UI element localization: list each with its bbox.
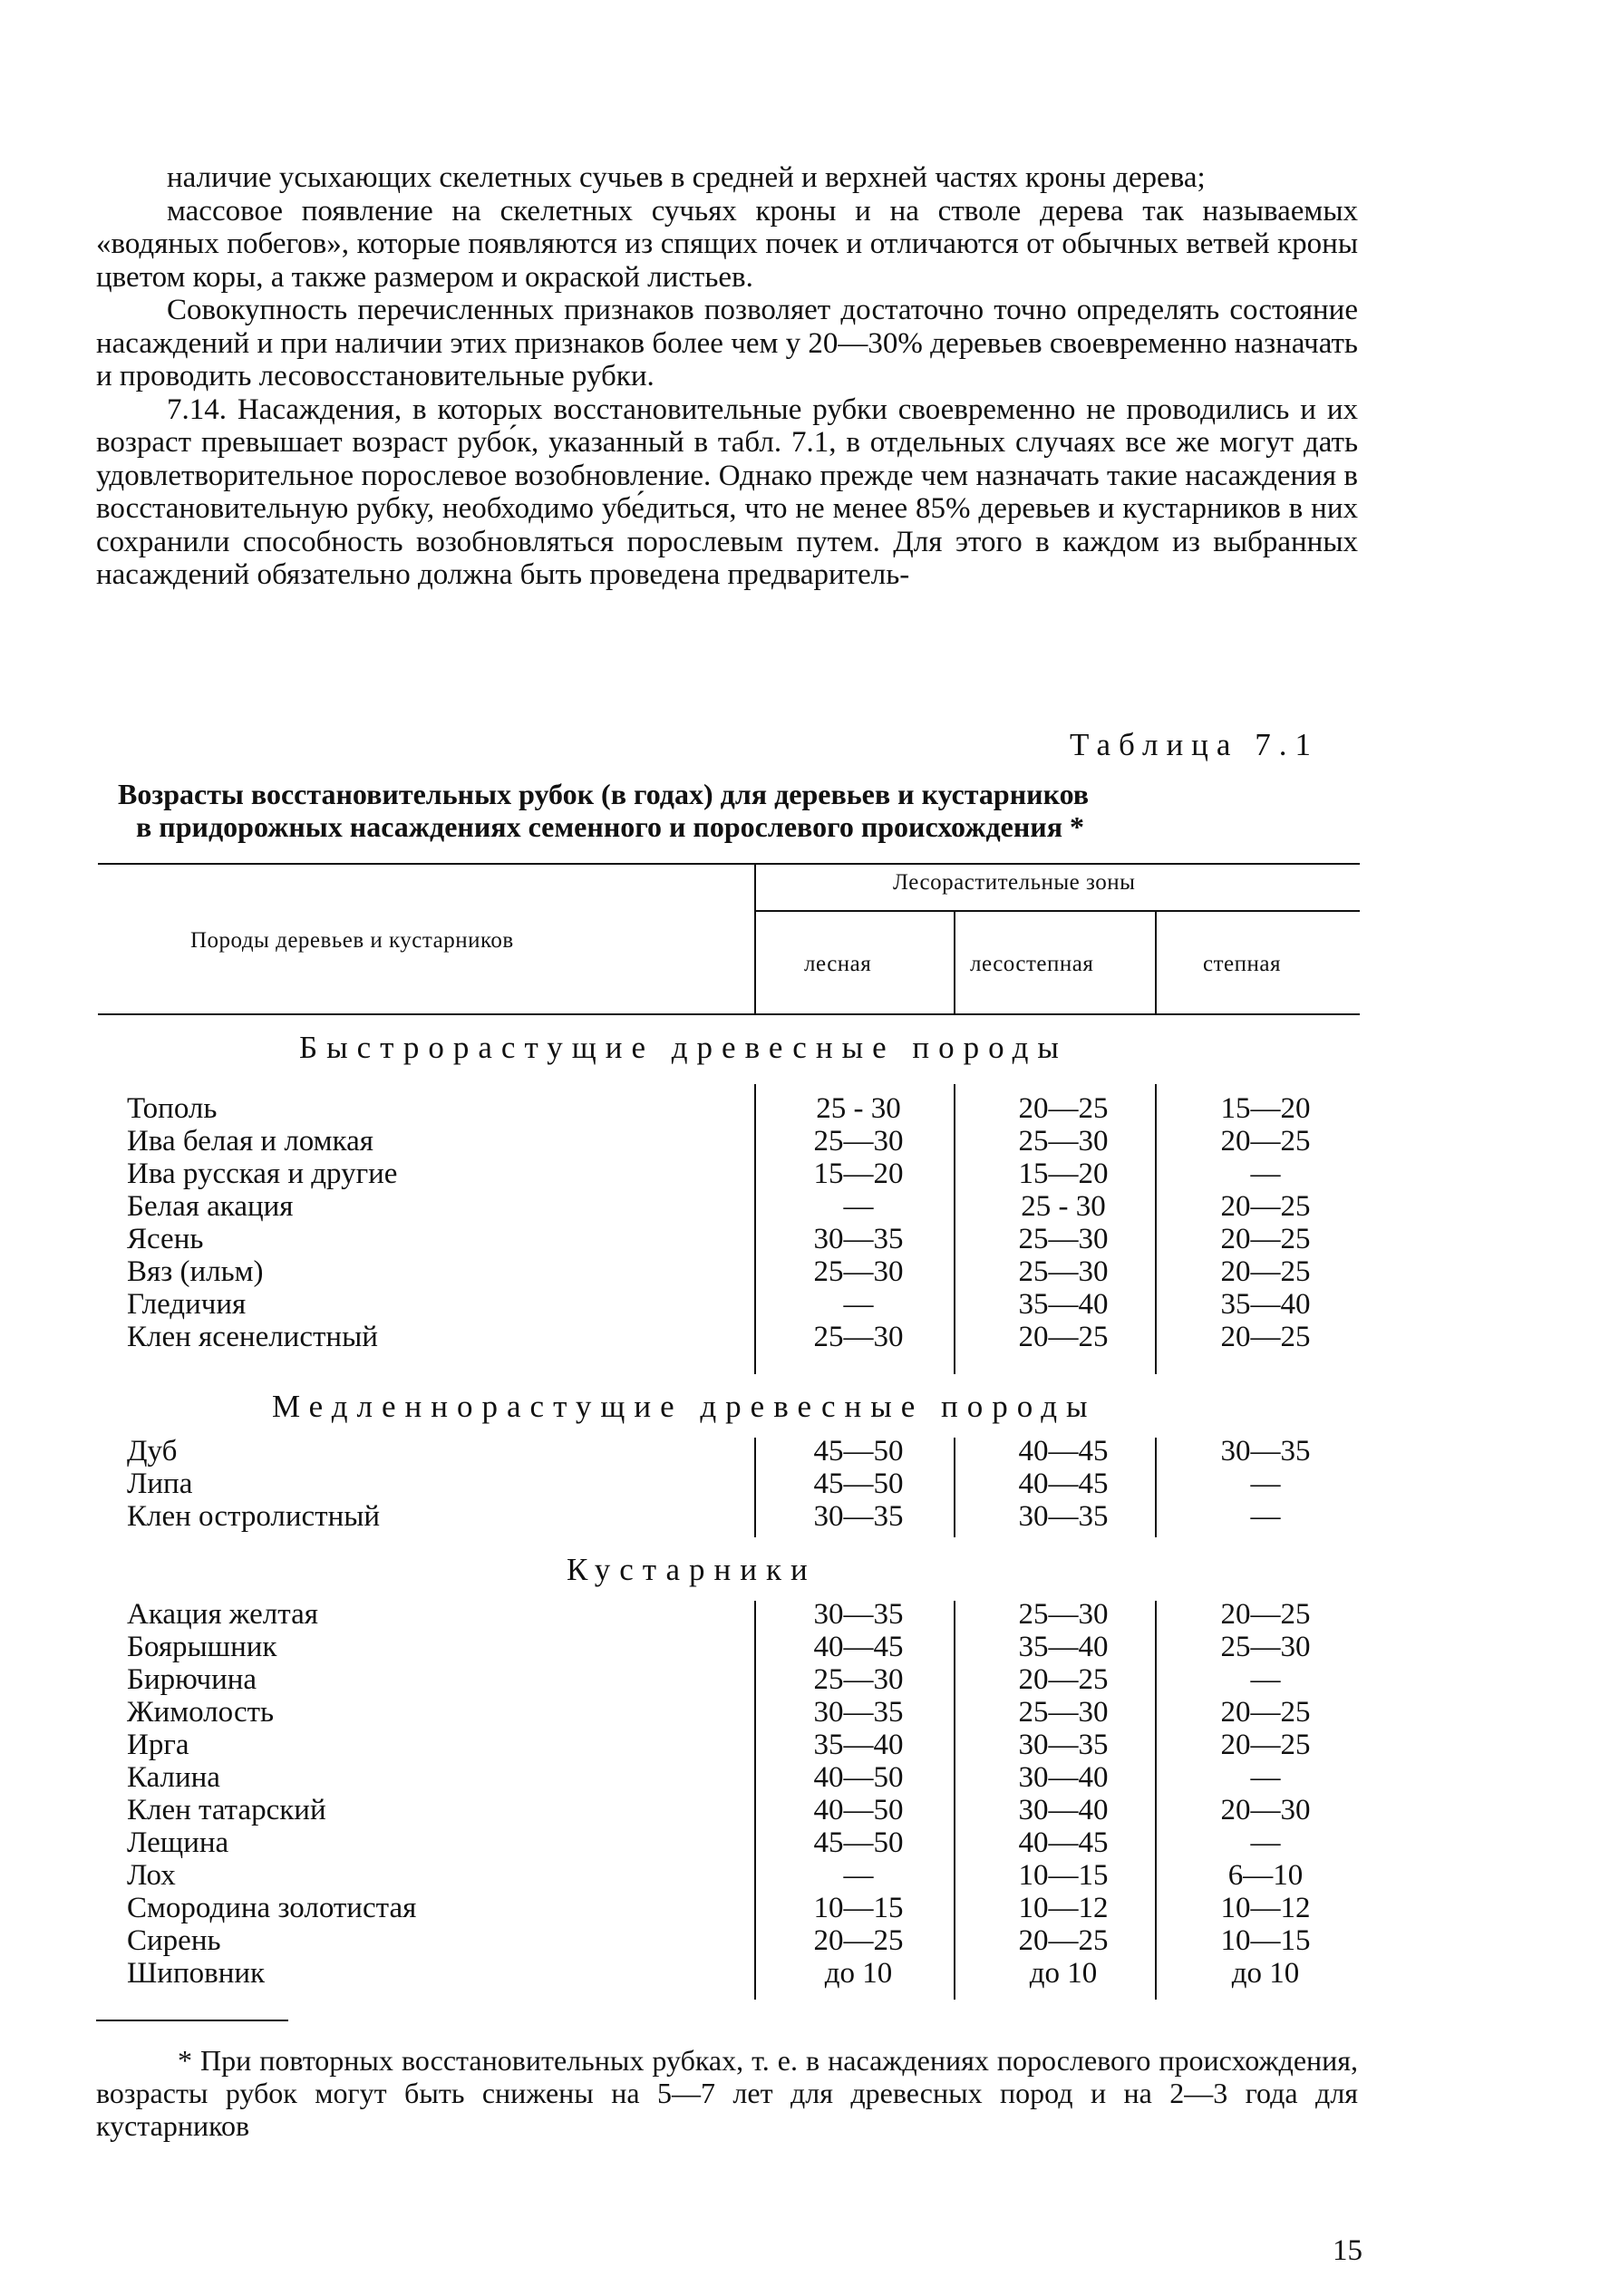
intro-paragraph: Совокупность перечисленных признаков позволяет достаточно точно определять состояние насаждений и при наличии этих признаков более чем у 20—30% деревьев своевременно назначать и проводить лесовосстановительные рубки.: [96, 294, 1358, 392]
value-forest: —: [843, 1288, 874, 1321]
value-steppe: —: [1250, 1158, 1281, 1190]
value-steppe: 25—30: [1220, 1631, 1311, 1663]
value-forest-steppe: 25—30: [1018, 1125, 1109, 1158]
value-forest-steppe: 20—25: [1018, 1663, 1109, 1696]
value-steppe: 20—25: [1220, 1190, 1311, 1223]
table-number: Таблица 7.1: [1070, 727, 1319, 762]
value-forest-steppe: 40—45: [1018, 1435, 1109, 1468]
header-bottom-rule: [98, 1013, 1360, 1015]
column-divider: [754, 1601, 756, 2000]
value-forest-steppe: 35—40: [1018, 1631, 1109, 1663]
value-steppe: —: [1250, 1663, 1281, 1696]
value-steppe: 20—30: [1220, 1794, 1311, 1826]
species-name: Клен остролистный: [127, 1500, 381, 1533]
value-steppe: 20—25: [1220, 1321, 1311, 1353]
value-forest-steppe: 15—20: [1018, 1158, 1109, 1190]
value-forest: 25—30: [813, 1125, 904, 1158]
value-forest: —: [843, 1859, 874, 1892]
value-steppe: 15—20: [1220, 1092, 1311, 1125]
value-forest-steppe: 10—12: [1018, 1892, 1109, 1924]
value-forest-steppe: 20—25: [1018, 1321, 1109, 1353]
column-divider: [1155, 1438, 1157, 1537]
value-steppe: 20—25: [1220, 1125, 1311, 1158]
header-zones: Лесорастительные зоны: [893, 870, 1136, 895]
value-steppe: 20—25: [1220, 1729, 1311, 1761]
value-forest: 25—30: [813, 1663, 904, 1696]
footnote: [96, 2044, 1358, 2142]
value-forest-steppe: 40—45: [1018, 1826, 1109, 1859]
header-col-steppe: степная: [1203, 952, 1281, 976]
value-steppe: 10—12: [1220, 1892, 1311, 1924]
footnote-text: * При повторных восстановительных рубках, т. е. в насаждениях порослевого происхождения, возрасты рубок могут быть снижены на 5—7 лет для древесных пород и на 2—3 года для кустарников: [96, 2044, 1358, 2142]
header-species: Породы деревьев и кустарников: [190, 928, 514, 953]
value-forest: 45—50: [813, 1435, 904, 1468]
species-name: Лох: [127, 1859, 176, 1892]
column-divider: [954, 1601, 955, 2000]
value-forest-steppe: 30—40: [1018, 1761, 1109, 1794]
value-forest: до 10: [824, 1957, 893, 1990]
value-forest-steppe: 10—15: [1018, 1859, 1109, 1892]
value-forest-steppe: 25—30: [1018, 1255, 1109, 1288]
value-steppe: —: [1250, 1761, 1281, 1794]
value-forest-steppe: 20—25: [1018, 1924, 1109, 1957]
species-name: Липа: [127, 1468, 193, 1500]
value-forest: 40—50: [813, 1761, 904, 1794]
value-forest: 30—35: [813, 1598, 904, 1631]
species-name: Бирючина: [127, 1663, 257, 1696]
intro-paragraph: наличие усыхающих скелетных сучьев в средней и верхней частях кроны дерева;: [167, 161, 1206, 194]
header-col-forest-steppe: лесостепная: [970, 952, 1094, 976]
value-forest-steppe: 20—25: [1018, 1092, 1109, 1125]
table-title-line: Возрасты восстановительных рубок (в годах) для деревьев и кустарников: [118, 778, 1090, 810]
value-steppe: 30—35: [1220, 1435, 1311, 1468]
column-divider: [954, 1438, 955, 1537]
species-name: Клен ясенелистный: [127, 1321, 378, 1353]
value-forest: 30—35: [813, 1500, 904, 1533]
value-steppe: 20—25: [1220, 1255, 1311, 1288]
header-divider: [754, 863, 756, 1013]
species-name: Жимолость: [127, 1696, 275, 1729]
species-name: Гледичия: [127, 1288, 247, 1321]
column-divider: [754, 1084, 756, 1374]
species-name: Тополь: [127, 1092, 218, 1125]
table-title-line: в придорожных насаждениях семенного и порослевого происхождения *: [136, 810, 1085, 843]
value-forest: 45—50: [813, 1826, 904, 1859]
value-forest: 40—50: [813, 1794, 904, 1826]
value-forest: 35—40: [813, 1729, 904, 1761]
footnote-rule: [96, 2020, 288, 2021]
column-divider: [1155, 1084, 1157, 1374]
column-divider: [1155, 1601, 1157, 2000]
zones-rule: [754, 910, 1360, 912]
value-forest: 25—30: [813, 1321, 904, 1353]
species-name: Ирга: [127, 1729, 189, 1761]
value-steppe: 20—25: [1220, 1696, 1311, 1729]
header-divider: [954, 910, 955, 1013]
value-steppe: 6—10: [1227, 1859, 1304, 1892]
value-forest: 45—50: [813, 1468, 904, 1500]
column-divider: [954, 1084, 955, 1374]
value-steppe: 20—25: [1220, 1223, 1311, 1255]
value-forest-steppe: 30—35: [1018, 1729, 1109, 1761]
species-name: Акация желтая: [127, 1598, 318, 1631]
value-forest: 10—15: [813, 1892, 904, 1924]
value-forest-steppe: 25—30: [1018, 1696, 1109, 1729]
species-name: Ясень: [127, 1223, 204, 1255]
species-name: Белая акация: [127, 1190, 294, 1223]
section-title: Медленнорастущие древесные породы: [272, 1389, 1097, 1424]
intro-paragraph: массовое появление на скелетных сучьях кроны и на стволе дерева так называемых «водяных побегов», которые появляются из спящих почек и отличаются от обычных ветвей кроны цветом коры, а также размером и окраской листьев.: [96, 194, 1358, 294]
value-steppe: 20—25: [1220, 1598, 1311, 1631]
species-name: Дуб: [127, 1435, 178, 1468]
value-forest: 25 - 30: [816, 1092, 901, 1125]
species-name: Боярышник: [127, 1631, 277, 1663]
species-name: Ива русская и другие: [127, 1158, 398, 1190]
species-name: Ива белая и ломкая: [127, 1125, 373, 1158]
value-forest-steppe: 35—40: [1018, 1288, 1109, 1321]
value-forest: 15—20: [813, 1158, 904, 1190]
value-steppe: —: [1250, 1468, 1281, 1500]
intro-paragraph: 7.14. Насаждения, в которых восстановительные рубки своевременно не проводились и их возраст превышает возраст рубо́к, указанный в табл. 7.1, в отдельных случаях все же могут дать удовлетворительное порослевое возобновление. Однако прежде чем назначать такие насаждения в восстановительную рубку, необходимо убе́диться, что не менее 85% деревьев и кустарников в них сохранили способность возобновляться порослевым путем. Для этого в каждом из выбранных насаждений обязательно должна быть проведена предваритель-: [96, 392, 1358, 591]
table-title: [118, 778, 1314, 843]
species-name: Клен татарский: [127, 1794, 326, 1826]
species-name: Лещина: [127, 1826, 229, 1859]
value-forest-steppe: 30—40: [1018, 1794, 1109, 1826]
species-name: Вяз (ильм): [127, 1255, 264, 1288]
value-forest-steppe: 25—30: [1018, 1223, 1109, 1255]
table-top-rule: [98, 863, 1360, 865]
header-divider: [1155, 910, 1157, 1013]
species-name: Калина: [127, 1761, 220, 1794]
value-steppe: до 10: [1231, 1957, 1300, 1990]
value-forest-steppe: до 10: [1029, 1957, 1098, 1990]
species-name: Сирень: [127, 1924, 221, 1957]
value-forest: —: [843, 1190, 874, 1223]
value-forest-steppe: 25—30: [1018, 1598, 1109, 1631]
column-divider: [754, 1438, 756, 1537]
section-title: Быстрорастущие древесные породы: [299, 1030, 1068, 1065]
value-forest: 20—25: [813, 1924, 904, 1957]
section-title: Кустарники: [567, 1552, 817, 1587]
value-forest-steppe: 30—35: [1018, 1500, 1109, 1533]
page-number: 15: [1333, 2234, 1362, 2267]
value-forest: 30—35: [813, 1696, 904, 1729]
species-name: Смородина золотистая: [127, 1892, 417, 1924]
value-forest: 25—30: [813, 1255, 904, 1288]
value-forest-steppe: 25 - 30: [1021, 1190, 1106, 1223]
value-forest-steppe: 40—45: [1018, 1468, 1109, 1500]
species-name: Шиповник: [127, 1957, 266, 1990]
intro-text: [96, 161, 1358, 592]
value-steppe: 10—15: [1220, 1924, 1311, 1957]
header-col-forest: лесная: [804, 952, 872, 976]
value-steppe: 35—40: [1220, 1288, 1311, 1321]
value-steppe: —: [1250, 1826, 1281, 1859]
value-forest: 40—45: [813, 1631, 904, 1663]
value-steppe: —: [1250, 1500, 1281, 1533]
value-forest: 30—35: [813, 1223, 904, 1255]
